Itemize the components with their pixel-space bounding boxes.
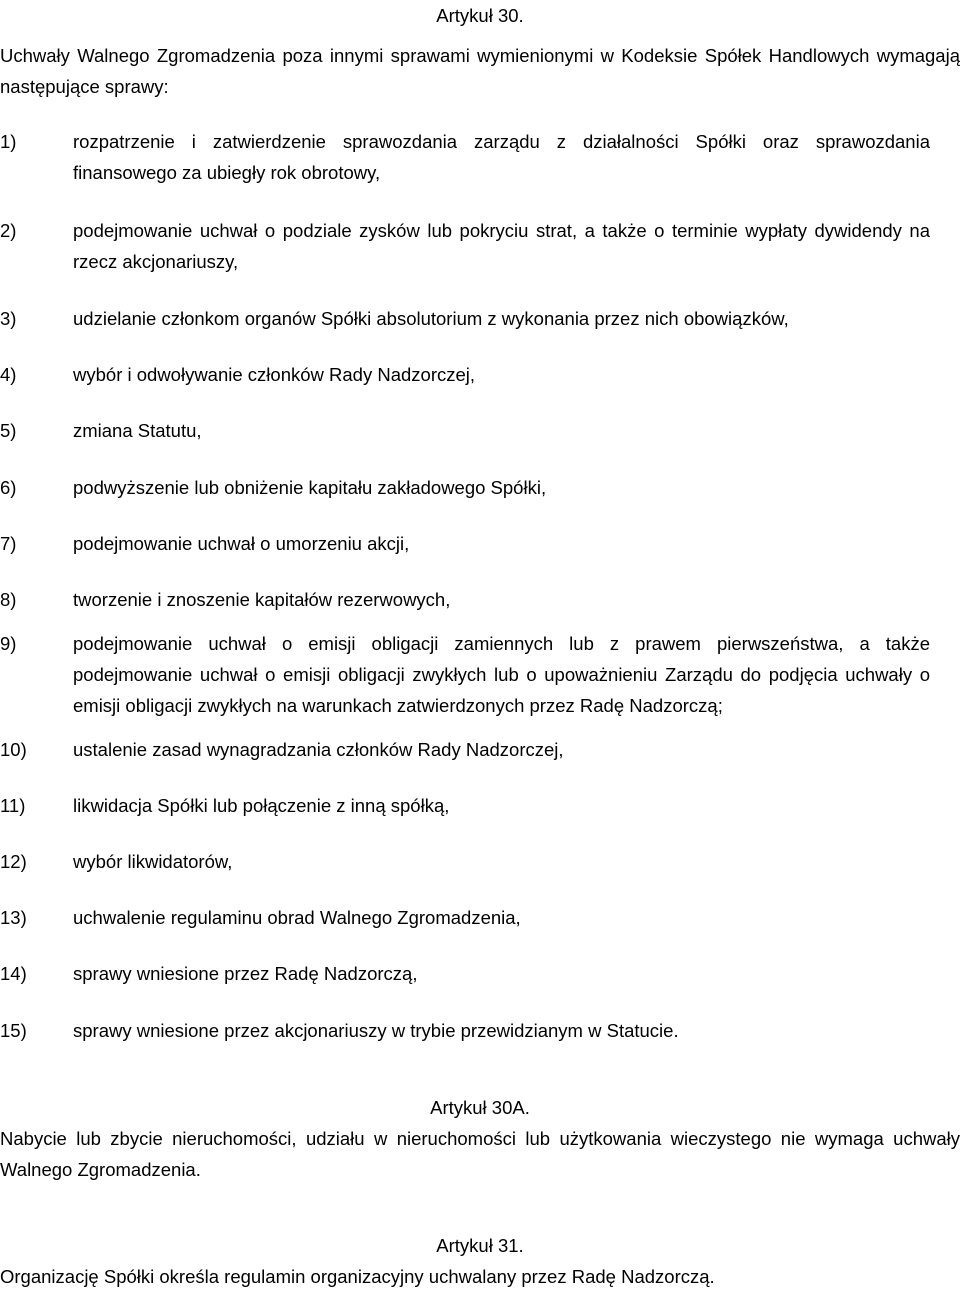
- list-item: [0, 628, 930, 721]
- list-item-number: 15): [0, 1020, 27, 1041]
- list-item-number: 4): [0, 364, 17, 385]
- list-item: [0, 528, 930, 559]
- list-item-number: 1): [0, 131, 17, 152]
- list-item-number: 10): [0, 739, 27, 760]
- list-item: [0, 958, 930, 989]
- list-item: [0, 790, 930, 821]
- list-item-number: 12): [0, 851, 27, 872]
- list-item: [0, 126, 930, 188]
- article-30a-text: Nabycie lub zbycie nieruchomości, udziału w nieruchomości lub użytkowania wieczystego nie wymaga uchwały Walnego Zgromadzenia.: [0, 1128, 960, 1180]
- list-item-number: 13): [0, 907, 27, 928]
- list-item: [0, 734, 930, 765]
- list-item-text: uchwalenie regulaminu obrad Walnego Zgromadzenia,: [73, 907, 521, 928]
- list-item: [0, 846, 930, 877]
- list-item-text: podejmowanie uchwał o emisji obligacji zamiennych lub z prawem pierwszeństwa, a także podejmowanie uchwał o emisji obligacji zwykłych lub o upoważnieniu Zarządu do podjęcia uchwały o emisji obligacji zwykłych na warunkach zatwierdzonych przez Radę Nadzorczą;: [73, 633, 930, 716]
- list-item-text: udzielanie członkom organów Spółki absolutorium z wykonania przez nich obowiązków,: [73, 308, 789, 329]
- list-item-text: rozpatrzenie i zatwierdzenie sprawozdania zarządu z działalności Spółki oraz sprawozdania finansowego za ubiegły rok obrotowy,: [73, 131, 930, 183]
- article-30-title: Artykuł 30.: [436, 5, 524, 26]
- article-30-intro: Uchwały Walnego Zgromadzenia poza innymi sprawami wymienionymi w Kodeksie Spółek Handlowych wymagają następujące sprawy:: [0, 45, 960, 97]
- list-item-text: podwyższenie lub obniżenie kapitału zakładowego Spółki,: [73, 477, 547, 498]
- list-item-text: likwidacja Spółki lub połączenie z inną spółką,: [73, 795, 450, 816]
- list-item-number: 14): [0, 963, 27, 984]
- list-item: [0, 902, 930, 933]
- list-item: [0, 415, 930, 446]
- list-item: [0, 359, 930, 390]
- article-30a-title: Artykuł 30A.: [430, 1097, 530, 1118]
- list-item-number: 11): [0, 795, 26, 816]
- list-item-text: podejmowanie uchwał o umorzeniu akcji,: [73, 533, 410, 554]
- list-item-text: sprawy wniesione przez akcjonariuszy w trybie przewidzianym w Statucie.: [73, 1020, 679, 1041]
- list-item-text: wybór i odwoływanie członków Rady Nadzorczej,: [73, 364, 476, 385]
- list-item: [0, 584, 930, 615]
- list-item-text: podejmowanie uchwał o podziale zysków lub pokryciu strat, a także o terminie wypłaty dywidendy na rzecz akcjonariuszy,: [73, 220, 930, 272]
- list-item-text: tworzenie i znoszenie kapitałów rezerwowych,: [73, 589, 451, 610]
- list-item-text: wybór likwidatorów,: [73, 851, 233, 872]
- article-31-text: Organizację Spółki określa regulamin organizacyjny uchwalany przez Radę Nadzorczą.: [0, 1266, 715, 1287]
- list-item-text: ustalenie zasad wynagradzania członków Rady Nadzorczej,: [73, 739, 564, 760]
- list-item-number: 6): [0, 477, 17, 498]
- list-item: [0, 1015, 930, 1046]
- list-item-text: sprawy wniesione przez Radę Nadzorczą,: [73, 963, 418, 984]
- list-item: [0, 303, 930, 334]
- list-item-number: 3): [0, 308, 17, 329]
- list-item-number: 5): [0, 420, 17, 441]
- list-item-number: 8): [0, 589, 17, 610]
- list-item-number: 2): [0, 220, 17, 241]
- list-item-text: zmiana Statutu,: [73, 420, 202, 441]
- list-item: [0, 472, 930, 503]
- list-item: [0, 215, 930, 277]
- list-item-number: 9): [0, 633, 17, 654]
- list-item-number: 7): [0, 533, 17, 554]
- article-31-title: Artykuł 31.: [436, 1235, 524, 1256]
